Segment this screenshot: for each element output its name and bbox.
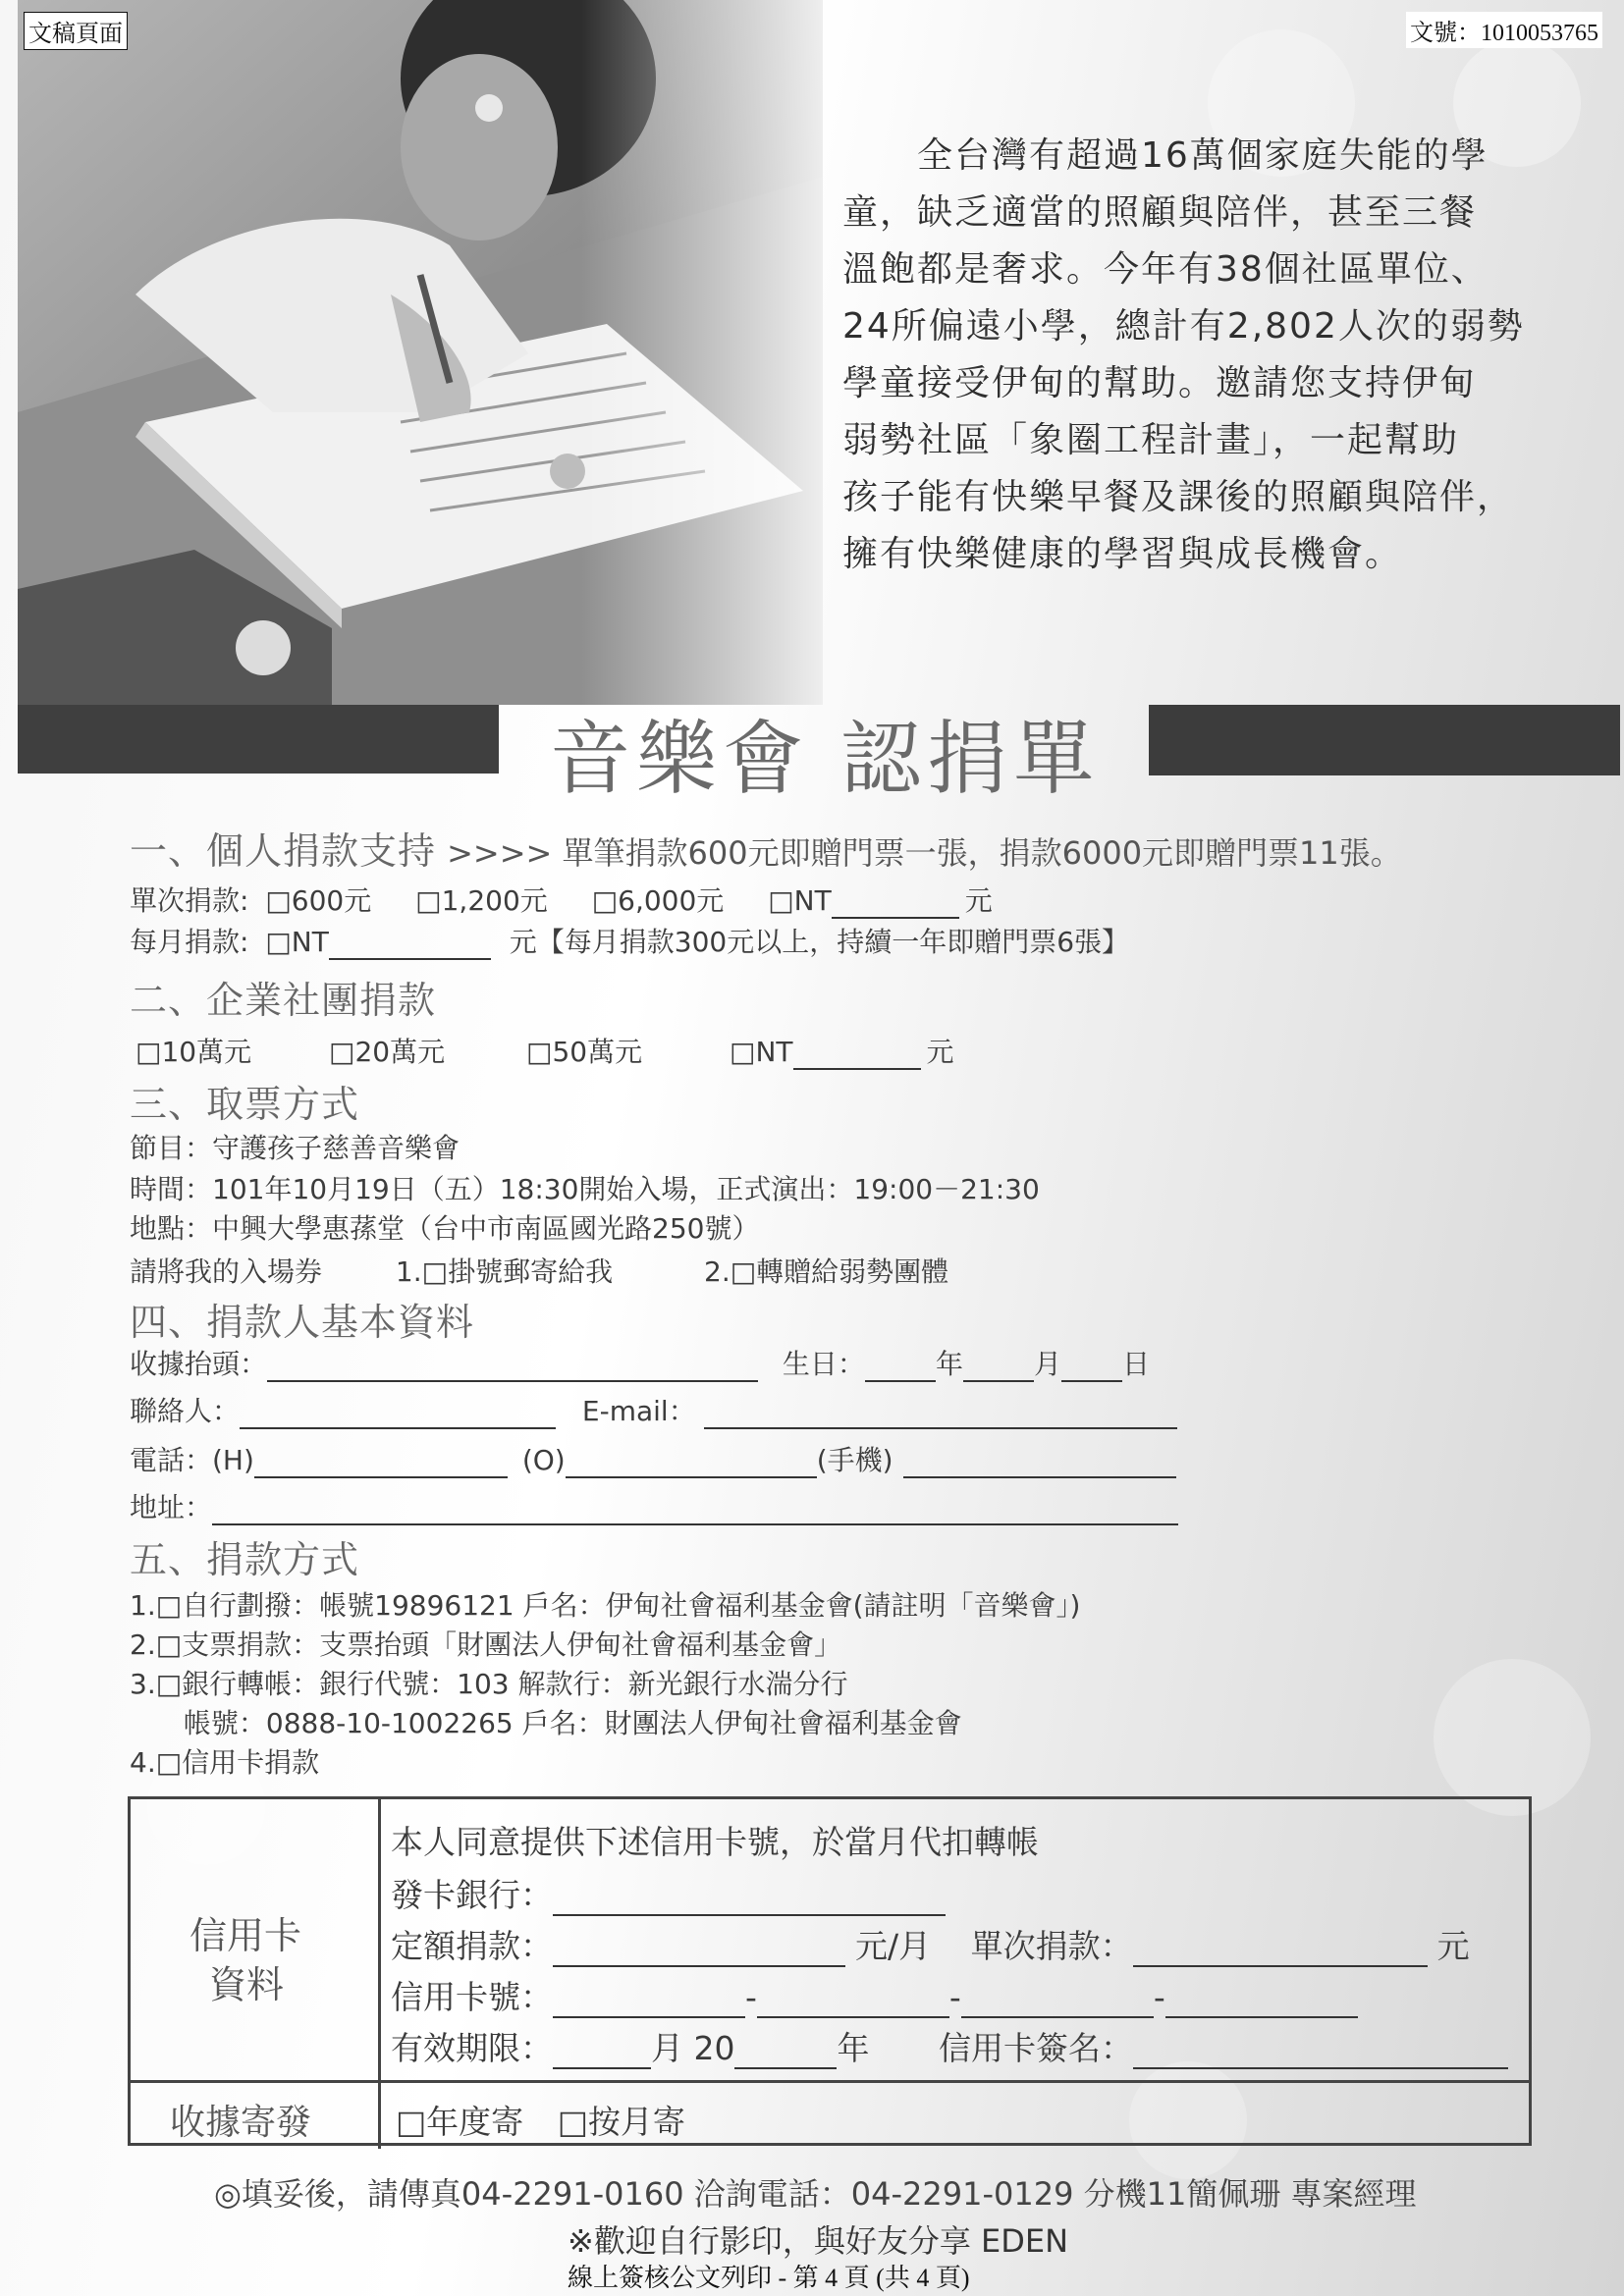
credit-card-table — [128, 1796, 1532, 2146]
unit-yuan: 元 — [964, 884, 993, 917]
birthday-label: 生日： — [782, 1348, 865, 1380]
contact-row — [130, 1390, 1177, 1429]
section2-heading: 二、企業社團捐款 — [130, 979, 437, 1022]
contact-label: 聯絡人： — [130, 1395, 241, 1427]
corporate-options-row — [135, 1031, 954, 1070]
intro-line: 弱勢社區「象圈工程計畫」，一起幫助 — [842, 420, 1460, 460]
ticket-row — [130, 1251, 948, 1290]
receipt-options — [396, 2097, 685, 2143]
corporate-option-20[interactable]: □20萬元 — [329, 1036, 446, 1068]
intro-line: 孩子能有快樂早餐及課後的照顧與陪伴， — [842, 477, 1515, 517]
email-field[interactable] — [704, 1400, 1177, 1429]
expiry-label: 有效期限： — [391, 2029, 553, 2067]
single-donation-row — [130, 880, 993, 919]
contact-field[interactable] — [240, 1400, 556, 1429]
section1-heading-row — [130, 821, 1402, 875]
intro-paragraph — [842, 128, 1569, 583]
monthly-donation-row — [130, 921, 1129, 960]
birthday-day-field[interactable] — [1061, 1353, 1122, 1382]
section1-heading: 一、個人捐款支持 — [130, 829, 437, 873]
expiry-year-field[interactable] — [734, 2036, 837, 2069]
credit-card-detail-cell — [381, 1799, 1529, 2080]
phone-home-field[interactable] — [254, 1449, 508, 1478]
expiry-row — [391, 2023, 1508, 2069]
page-title: 音樂會 認捐單 — [550, 713, 1101, 806]
card-dash: - — [948, 1978, 961, 2016]
monthly-note: 元【每月捐款300元以上，持續一年即贈門票6張】 — [509, 926, 1130, 958]
corporate-option-10[interactable]: □10萬元 — [135, 1036, 252, 1068]
yuan-label: 元 — [1436, 1927, 1470, 1965]
card-number-field-4[interactable] — [1165, 1985, 1358, 2018]
month-label: 月 — [1033, 1348, 1061, 1380]
phone-home-label: 電話：(H) — [130, 1444, 254, 1476]
credit-card-label-cell — [131, 1799, 381, 2080]
birthday-year-field[interactable] — [865, 1353, 936, 1382]
program-text: 節目：守護孩子慈善音樂會 — [130, 1132, 460, 1164]
intro-line: 溫飽都是奢求。今年有38個社區單位、 — [842, 249, 1489, 290]
card-number-field-3[interactable] — [961, 1985, 1154, 2018]
draft-page-stamp: 文稿頁面 — [24, 12, 128, 50]
intro-line: 童，缺乏適當的照顧與陪伴，甚至三餐 — [842, 192, 1478, 233]
amount-row — [391, 1921, 1470, 1967]
receipt-title-field[interactable] — [267, 1353, 758, 1382]
method-check[interactable]: 2.□支票捐款：支票抬頭「財團法人伊甸社會福利基金會」 — [130, 1629, 842, 1661]
credit-consent: 本人同意提供下述信用卡號，於當月代扣轉帳 — [391, 1823, 1039, 1861]
time-text: 時間：101年10月19日（五）18:30開始入場，正式演出：19:00－21:30 — [130, 1173, 1040, 1205]
ticket-option-donate[interactable]: 2.□轉贈給弱勢團體 — [704, 1255, 949, 1288]
email-label: E-mail： — [581, 1395, 696, 1427]
receipt-delivery-label-cell — [131, 2083, 381, 2149]
card-number-field-2[interactable] — [757, 1985, 949, 2018]
receipt-option-yearly[interactable]: □年度寄 — [396, 2103, 524, 2141]
phone-row — [130, 1439, 1176, 1478]
single-donation-label: 單次捐款: — [130, 884, 249, 917]
share-note: ※歡迎自行影印，與好友分享 EDEN — [568, 2222, 1069, 2260]
single-nt-amount-field[interactable] — [832, 889, 959, 919]
issuing-bank-field[interactable] — [553, 1883, 946, 1916]
method-credit-card[interactable]: 4.□信用卡捐款 — [130, 1746, 320, 1779]
phone-mobile-label: (手機) — [816, 1444, 893, 1476]
section1-promo: >>>> 單筆捐款600元即贈門票一張，捐款6000元即贈門票11張。 — [447, 834, 1402, 872]
issuing-bank-row — [391, 1870, 946, 1916]
receipt-delivery-row — [131, 2080, 1529, 2149]
intro-line: 擁有快樂健康的學習與成長機會。 — [842, 534, 1403, 574]
intro-line: 全台灣有超過16萬個家庭失能的學 — [842, 135, 1489, 176]
section3-heading: 三、取票方式 — [130, 1083, 360, 1126]
expiry-month-label: 月 20 — [651, 2029, 735, 2067]
per-month-label: 元/月 — [855, 1927, 932, 1965]
signature-label: 信用卡簽名： — [938, 2029, 1133, 2067]
phone-mobile-field[interactable] — [903, 1449, 1176, 1478]
card-dash: - — [745, 1978, 757, 2016]
expiry-month-field[interactable] — [553, 2036, 651, 2069]
card-dash: - — [1153, 1978, 1165, 2016]
print-footer: 線上簽核公文列印 - 第 4 頁 (共 4 頁) — [568, 2264, 970, 2292]
fixed-donation-label: 定額捐款： — [391, 1927, 553, 1965]
ticket-label: 請將我的入場券 — [130, 1255, 323, 1288]
single-option-600[interactable]: □600元 — [265, 884, 372, 917]
receipt-delivery-label: 收據寄發 — [170, 2103, 312, 2143]
phone-office-field[interactable] — [566, 1449, 817, 1478]
monthly-donation-label: 每月捐款: — [130, 926, 249, 958]
corporate-option-50[interactable]: □50萬元 — [526, 1036, 643, 1068]
single-donation-label-cc: 單次捐款： — [970, 1927, 1133, 1965]
corporate-option-nt[interactable]: □NT — [730, 1036, 793, 1068]
receipt-title-label: 收據抬頭： — [130, 1348, 268, 1380]
monthly-option-nt[interactable]: □NT — [265, 926, 329, 958]
single-option-1200[interactable]: □1,200元 — [415, 884, 548, 917]
document-number-stamp: 文號：1010053765 — [1406, 12, 1602, 48]
year-label: 年 — [935, 1348, 963, 1380]
title-band-left — [18, 705, 499, 774]
day-label: 日 — [1121, 1348, 1150, 1380]
fixed-donation-field[interactable] — [553, 1934, 845, 1967]
intro-line: 24所偏遠小學，總計有2,802人次的弱勢 — [842, 306, 1525, 347]
expiry-year-label: 年 — [837, 2029, 870, 2067]
birthday-month-field[interactable] — [963, 1353, 1034, 1382]
method-giro[interactable]: 1.□自行劃撥：帳號19896121 戶名：伊甸社會福利基金會(請註明「音樂會」) — [130, 1589, 1081, 1622]
single-option-nt[interactable]: □NT — [768, 884, 832, 917]
signature-field[interactable] — [1133, 2036, 1508, 2069]
bank-account-detail: 帳號：0888-10-1002265 戶名：財團法人伊甸社會福利基金會 — [147, 1707, 962, 1739]
title-band-right — [1149, 705, 1620, 775]
single-option-6000[interactable]: □6,000元 — [591, 884, 725, 917]
section5-heading: 五、捐款方式 — [130, 1538, 360, 1581]
credit-card-label-line1: 信用卡 — [189, 1914, 302, 1957]
address-label: 地址： — [130, 1491, 213, 1523]
corporate-nt-amount-field[interactable] — [793, 1041, 921, 1070]
unit-yuan: 元 — [926, 1036, 954, 1068]
card-number-field-1[interactable] — [553, 1985, 745, 2018]
bokeh-decoration — [1434, 1659, 1591, 1816]
card-number-row — [391, 1972, 1358, 2018]
issuing-bank-label: 發卡銀行： — [391, 1876, 553, 1914]
ticket-option-mail[interactable]: 1.□掛號郵寄給我 — [395, 1255, 614, 1288]
intro-line: 學童接受伊甸的幫助。邀請您支持伊甸 — [842, 363, 1478, 403]
child-studying-photo — [18, 0, 823, 705]
receipt-option-monthly[interactable]: □按月寄 — [557, 2103, 685, 2141]
section4-heading: 四、捐款人基本資料 — [130, 1301, 475, 1344]
place-text: 地點：中興大學惠蓀堂（台中市南區國光路250號） — [130, 1212, 760, 1245]
card-number-label: 信用卡號： — [391, 1978, 553, 2016]
photo-illustration — [18, 0, 823, 705]
monthly-amount-field[interactable] — [329, 931, 491, 960]
address-row — [130, 1486, 1178, 1525]
phone-office-label: (O) — [521, 1444, 566, 1476]
single-donation-field-cc[interactable] — [1133, 1934, 1428, 1967]
fax-contact-note: ◎填妥後，請傳真04-2291-0160 洽詢電話：04-2291-0129 分機11簡佩珊 專案經理 — [214, 2175, 1417, 2213]
method-bank-transfer[interactable]: 3.□銀行轉帳：銀行代號：103 解款行：新光銀行水湍分行 — [130, 1668, 848, 1700]
credit-card-label-line2: 資料 — [209, 1963, 285, 2006]
address-field[interactable] — [212, 1496, 1178, 1525]
receipt-title-row — [130, 1343, 1150, 1382]
